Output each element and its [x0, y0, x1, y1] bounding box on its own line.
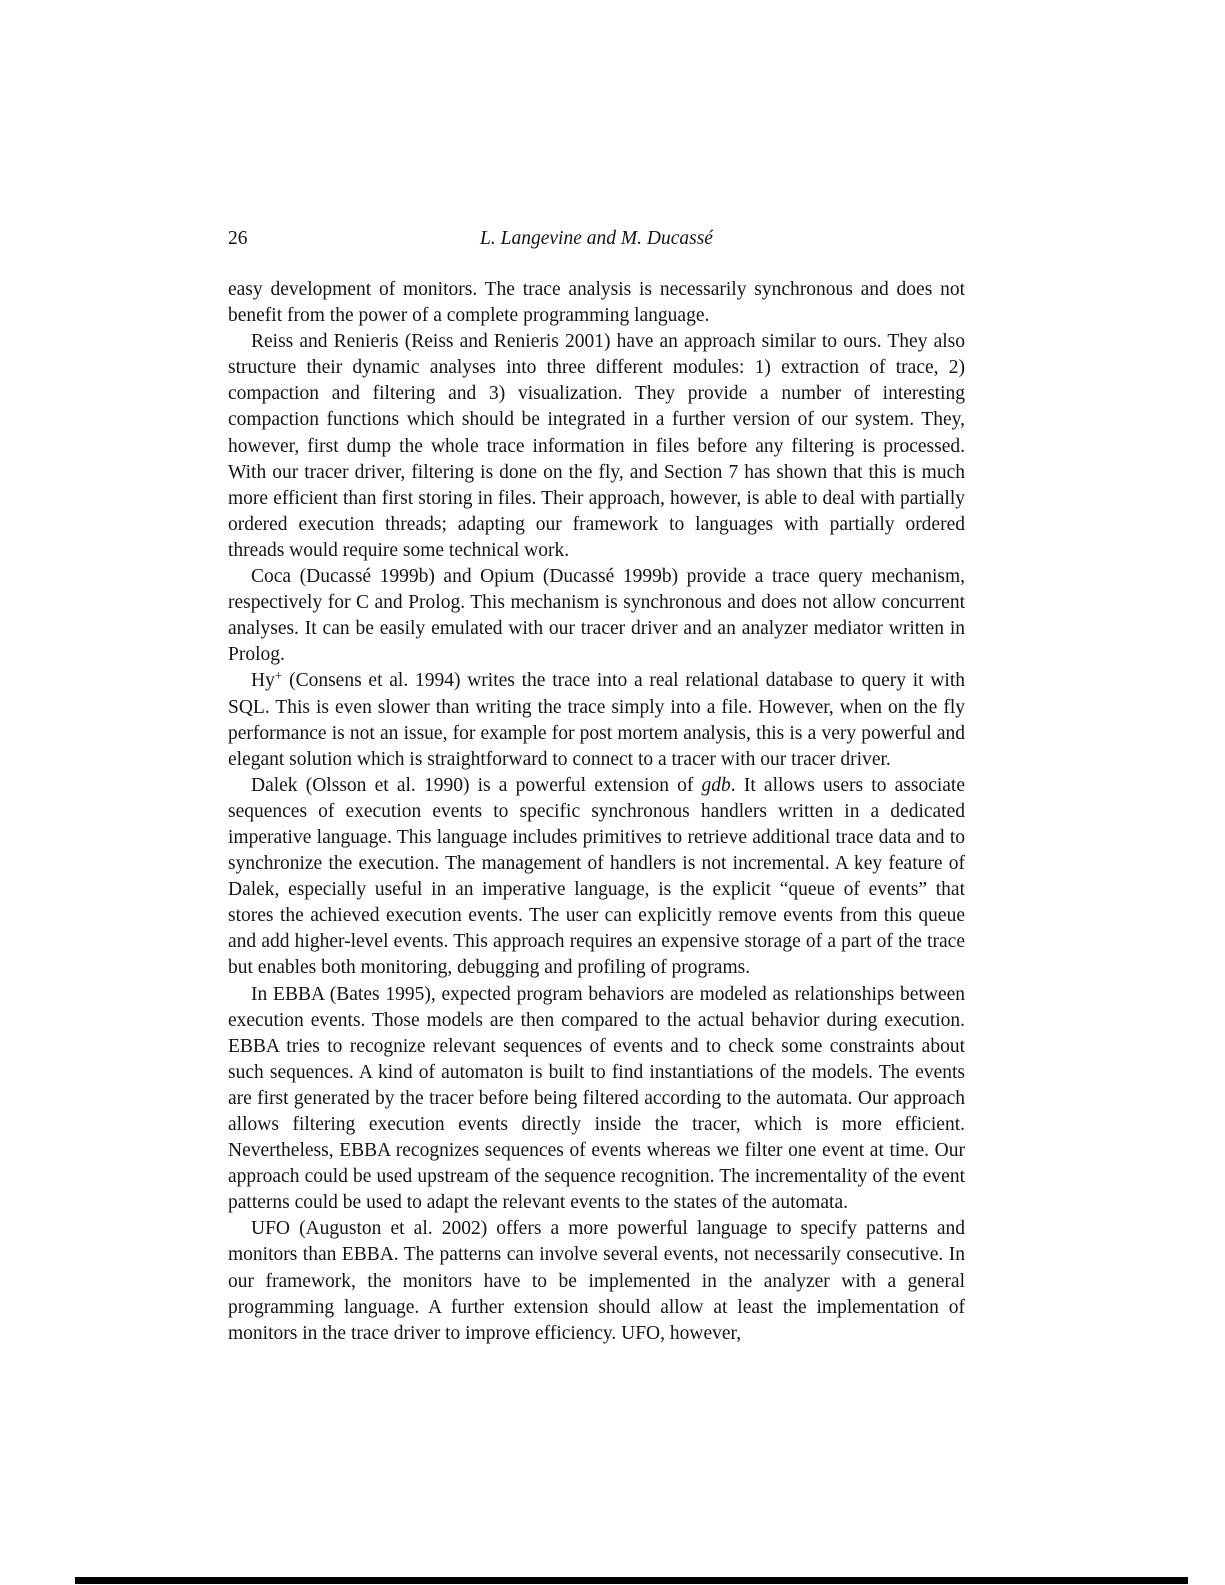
running-header	[228, 226, 965, 252]
text-segment: easy development of monitors. The trace analysis is necessarily synchronous and does not benefit from the power of a complete programming language.	[228, 279, 965, 327]
paragraph	[228, 982, 965, 1217]
text-segment: In EBBA (Bates 1995), expected program behaviors are modeled as relationships between execution events. Those models are then compared to the actual behavior during execution. EBBA tries to recognize relevant sequences of events and to check some constraints about such sequences. A kind of automaton is built to find instantiations of the models. The events are first generated by the tracer before being filtered according to the automata. Our approach allows filtering execution events directly inside the tracer, which is more efficient. Nevertheless, EBBA recognizes sequences of events whereas we filter one event at time. Our approach could be used upstream of the sequence recognition. The incrementality of the event patterns could be used to adapt the relevant events to the states of the automata.	[228, 983, 965, 1214]
paragraph	[228, 329, 965, 564]
text-segment: . It allows users to associate sequences of execution events to specific synchronous handlers written in a dedicated imperative language. This language includes primitives to retrieve additional trace data and to synchronize the execution. The management of handlers is not incremental. A key feature of Dalek, especially useful in an imperative language, is the explicit “queue of events” that stores the achieved execution events. The user can explicitly remove events from this queue and add higher-level events. This approach requires an expensive storage of a part of the trace but enables both monitoring, debugging and profiling of programs.	[228, 774, 966, 979]
text-segment: Dalek (Olsson et al. 1990) is a powerful extension of	[251, 774, 702, 796]
page-body	[228, 277, 965, 1347]
text-segment: gdb	[701, 774, 731, 796]
paragraph	[228, 668, 965, 772]
paragraph	[228, 773, 965, 982]
running-title: L. Langevine and M. Ducassé	[480, 228, 713, 249]
text-segment: UFO (Auguston et al. 2002) offers a more powerful language to specify patterns and monitors than EBBA. The patterns can involve several events, not necessarily consecutive. In our framework, the monitors have to be implemented in the analyzer with a general programming language. A further extension should allow at least the implementation of monitors in the trace driver to improve efficiency. UFO, however,	[228, 1218, 965, 1344]
text-segment: +	[274, 668, 283, 684]
paragraph	[228, 564, 965, 668]
paragraph	[228, 277, 965, 329]
text-segment: Coca (Ducassé 1999b) and Opium (Ducassé 1999b) provide a trace query mechanism, respectively for C and Prolog. This mechanism is synchronous and does not allow concurrent analyses. It can be easily emulated with our tracer driver and an analyzer mediator written in Prolog.	[228, 566, 965, 666]
text-segment: Hy	[251, 670, 275, 692]
page-bottom-rule	[75, 1577, 1188, 1584]
text-segment: Reiss and Renieris (Reiss and Renieris 2001) have an approach similar to ours. They also structure their dynamic analyses into three different modules: 1) extraction of trace, 2) compaction and filtering and 3) visualization. They provide a number of interesting compaction functions which should be integrated in a further version of our system. They, however, first dump the whole trace information in files before any filtering is processed. With our tracer driver, filtering is done on the fly, and Section 7 has shown that this is much more efficient than first storing in files. Their approach, however, is able to deal with partially ordered execution threads; adapting our framework to languages with partially ordered threads would require some technical work.	[228, 331, 965, 561]
paragraph	[228, 1216, 965, 1346]
text-segment: (Consens et al. 1994) writes the trace into a real relational database to query it with SQL. This is even slower than writing the trace simply into a file. However, when on the fly performance is not an issue, for example for post mortem analysis, this is a very powerful and elegant solution which is straightforward to connect to a tracer with our tracer driver.	[228, 670, 965, 770]
page-number: 26	[228, 228, 248, 249]
